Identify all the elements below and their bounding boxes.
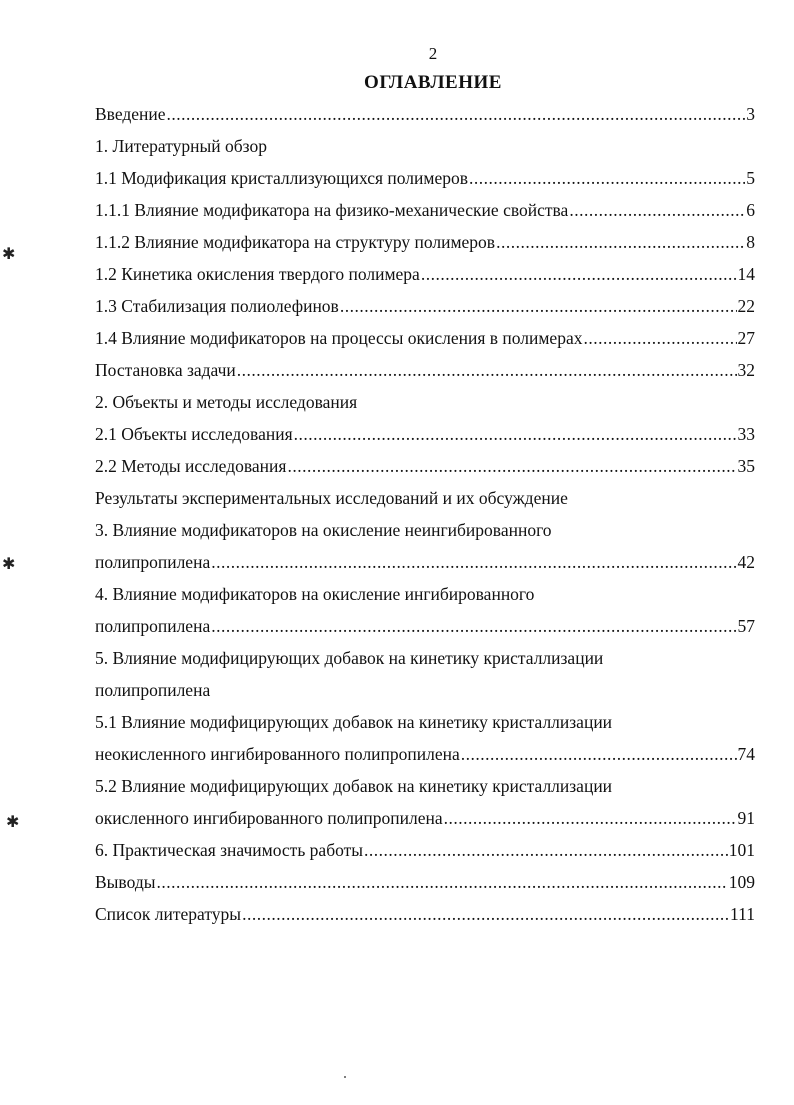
toc-entry: [95, 328, 755, 360]
toc-entry-title: 1.1 Модификация кристаллизующихся полимеров: [95, 168, 468, 188]
toc-entry-title: 1.1.2 Влияние модификатора на структуру полимеров: [95, 232, 496, 252]
toc-entry-page: 42: [737, 552, 755, 572]
toc-entry-page: 109: [728, 872, 755, 892]
toc-entry-title: 4. Влияние модификаторов на окисление ингибированного: [95, 584, 535, 604]
toc-entry-title: 5.2 Влияние модифицирующих добавок на кинетику кристаллизации: [95, 776, 613, 796]
toc-entry: [95, 232, 755, 264]
toc-entry-title: 2. Объекты и методы исследования: [95, 392, 358, 412]
toc-entry-title: 1.1.1 Влияние модификатора на физико-механические свойства: [95, 200, 569, 220]
scan-artifact-mark: ✱: [6, 814, 20, 831]
toc-entry-title: Выводы: [95, 872, 156, 892]
toc-dot-leader: [156, 872, 727, 893]
toc-entry-page: 5: [746, 168, 755, 188]
toc-dot-leader: [237, 360, 737, 381]
toc-entry: [95, 520, 755, 552]
toc-entry-title: Постановка задачи: [95, 360, 236, 380]
toc-entry: [95, 616, 755, 648]
toc-entry-title: 1.4 Влияние модификаторов на процессы окисления в полимерах: [95, 328, 583, 348]
toc-entry-page: 101: [728, 840, 755, 860]
toc-entry-title: 5. Влияние модифицирующих добавок на кинетику кристаллизации: [95, 648, 604, 668]
toc-dot-leader: [444, 808, 737, 829]
toc-entry-page: 8: [746, 232, 755, 252]
toc-entry: [95, 392, 755, 424]
toc-entry-title: 3. Влияние модификаторов на окисление неингибированного: [95, 520, 552, 540]
toc-entry: [95, 200, 755, 232]
toc-entry-page: 32: [737, 360, 755, 380]
toc-entry-page: 91: [737, 808, 755, 828]
toc-entry: [95, 840, 755, 872]
toc-entry-title: Список литературы: [95, 904, 242, 924]
toc-entry: [95, 584, 755, 616]
toc-entry-title: полипропилена: [95, 552, 211, 572]
toc-dot-leader: [242, 904, 729, 925]
toc-entry-title: 1.3 Стабилизация полиолефинов: [95, 296, 339, 316]
toc-entry-page: 35: [737, 456, 755, 476]
toc-entry-page: 3: [746, 104, 755, 124]
toc-entry-page: 33: [737, 424, 755, 444]
page-number: 2: [428, 44, 438, 63]
toc-entry-title: полипропилена: [95, 616, 211, 636]
toc-entry: [95, 456, 755, 488]
toc-entry-page: 22: [737, 296, 755, 316]
scan-artifact-mark: ✱: [2, 556, 16, 573]
toc-entry: [95, 808, 755, 840]
toc-entry: [95, 680, 755, 712]
toc-dot-leader: [461, 744, 737, 765]
toc-entry: [95, 488, 755, 520]
toc-entry-title: 5.1 Влияние модифицирующих добавок на кинетику кристаллизации: [95, 712, 613, 732]
toc-entry: [95, 264, 755, 296]
toc-entry: [95, 104, 755, 136]
toc-dot-leader: [496, 232, 745, 253]
toc-entry: [95, 648, 755, 680]
toc-entry-title: неокисленного ингибированного полипропилена: [95, 744, 460, 764]
toc-entry-title: окисленного ингибированного полипропилена: [95, 808, 443, 828]
toc-dot-leader: [167, 104, 746, 125]
toc-entry: [95, 872, 755, 904]
toc-entry: [95, 296, 755, 328]
toc-dot-leader: [340, 296, 737, 317]
toc-entry-page: 6: [746, 200, 755, 220]
toc-entry: [95, 424, 755, 456]
toc-entry: [95, 744, 755, 776]
toc-entry: [95, 776, 755, 808]
toc-entry-title: 6. Практическая значимость работы: [95, 840, 364, 860]
toc-dot-leader: [569, 200, 745, 221]
toc-dot-leader: [421, 264, 737, 285]
toc-entry-title: 2.1 Объекты исследования: [95, 424, 293, 444]
toc-entry-page: 111: [730, 904, 755, 924]
toc-entry: [95, 552, 755, 584]
toc-entry-title: 1. Литературный обзор: [95, 136, 267, 156]
toc-entry-title: 2.2 Методы исследования: [95, 456, 287, 476]
toc-entry-page: 14: [737, 264, 755, 284]
table-of-contents: [95, 104, 755, 936]
toc-dot-leader: [469, 168, 745, 189]
scan-artifact-dot: [344, 1076, 346, 1078]
toc-entry: [95, 360, 755, 392]
toc-entry-title: полипропилена: [95, 680, 211, 700]
toc-dot-leader: [583, 328, 736, 349]
toc-entry-title: Результаты экспериментальных исследований и их обсуждение: [95, 488, 568, 508]
toc-entry: [95, 136, 755, 168]
toc-entry-page: 74: [737, 744, 755, 764]
toc-dot-leader: [211, 616, 736, 637]
toc-entry: [95, 168, 755, 200]
page-title: ОГЛАВЛЕНИЕ: [364, 72, 502, 93]
toc-entry-page: 57: [737, 616, 755, 636]
toc-entry: [95, 712, 755, 744]
toc-dot-leader: [294, 424, 737, 445]
toc-entry: [95, 904, 755, 936]
toc-entry-title: Введение: [95, 104, 166, 124]
toc-dot-leader: [364, 840, 728, 861]
toc-dot-leader: [211, 552, 736, 573]
toc-dot-leader: [287, 456, 736, 477]
toc-entry-page: 27: [737, 328, 755, 348]
toc-entry-title: 1.2 Кинетика окисления твердого полимера: [95, 264, 420, 284]
scan-artifact-mark: ✱: [2, 246, 16, 263]
